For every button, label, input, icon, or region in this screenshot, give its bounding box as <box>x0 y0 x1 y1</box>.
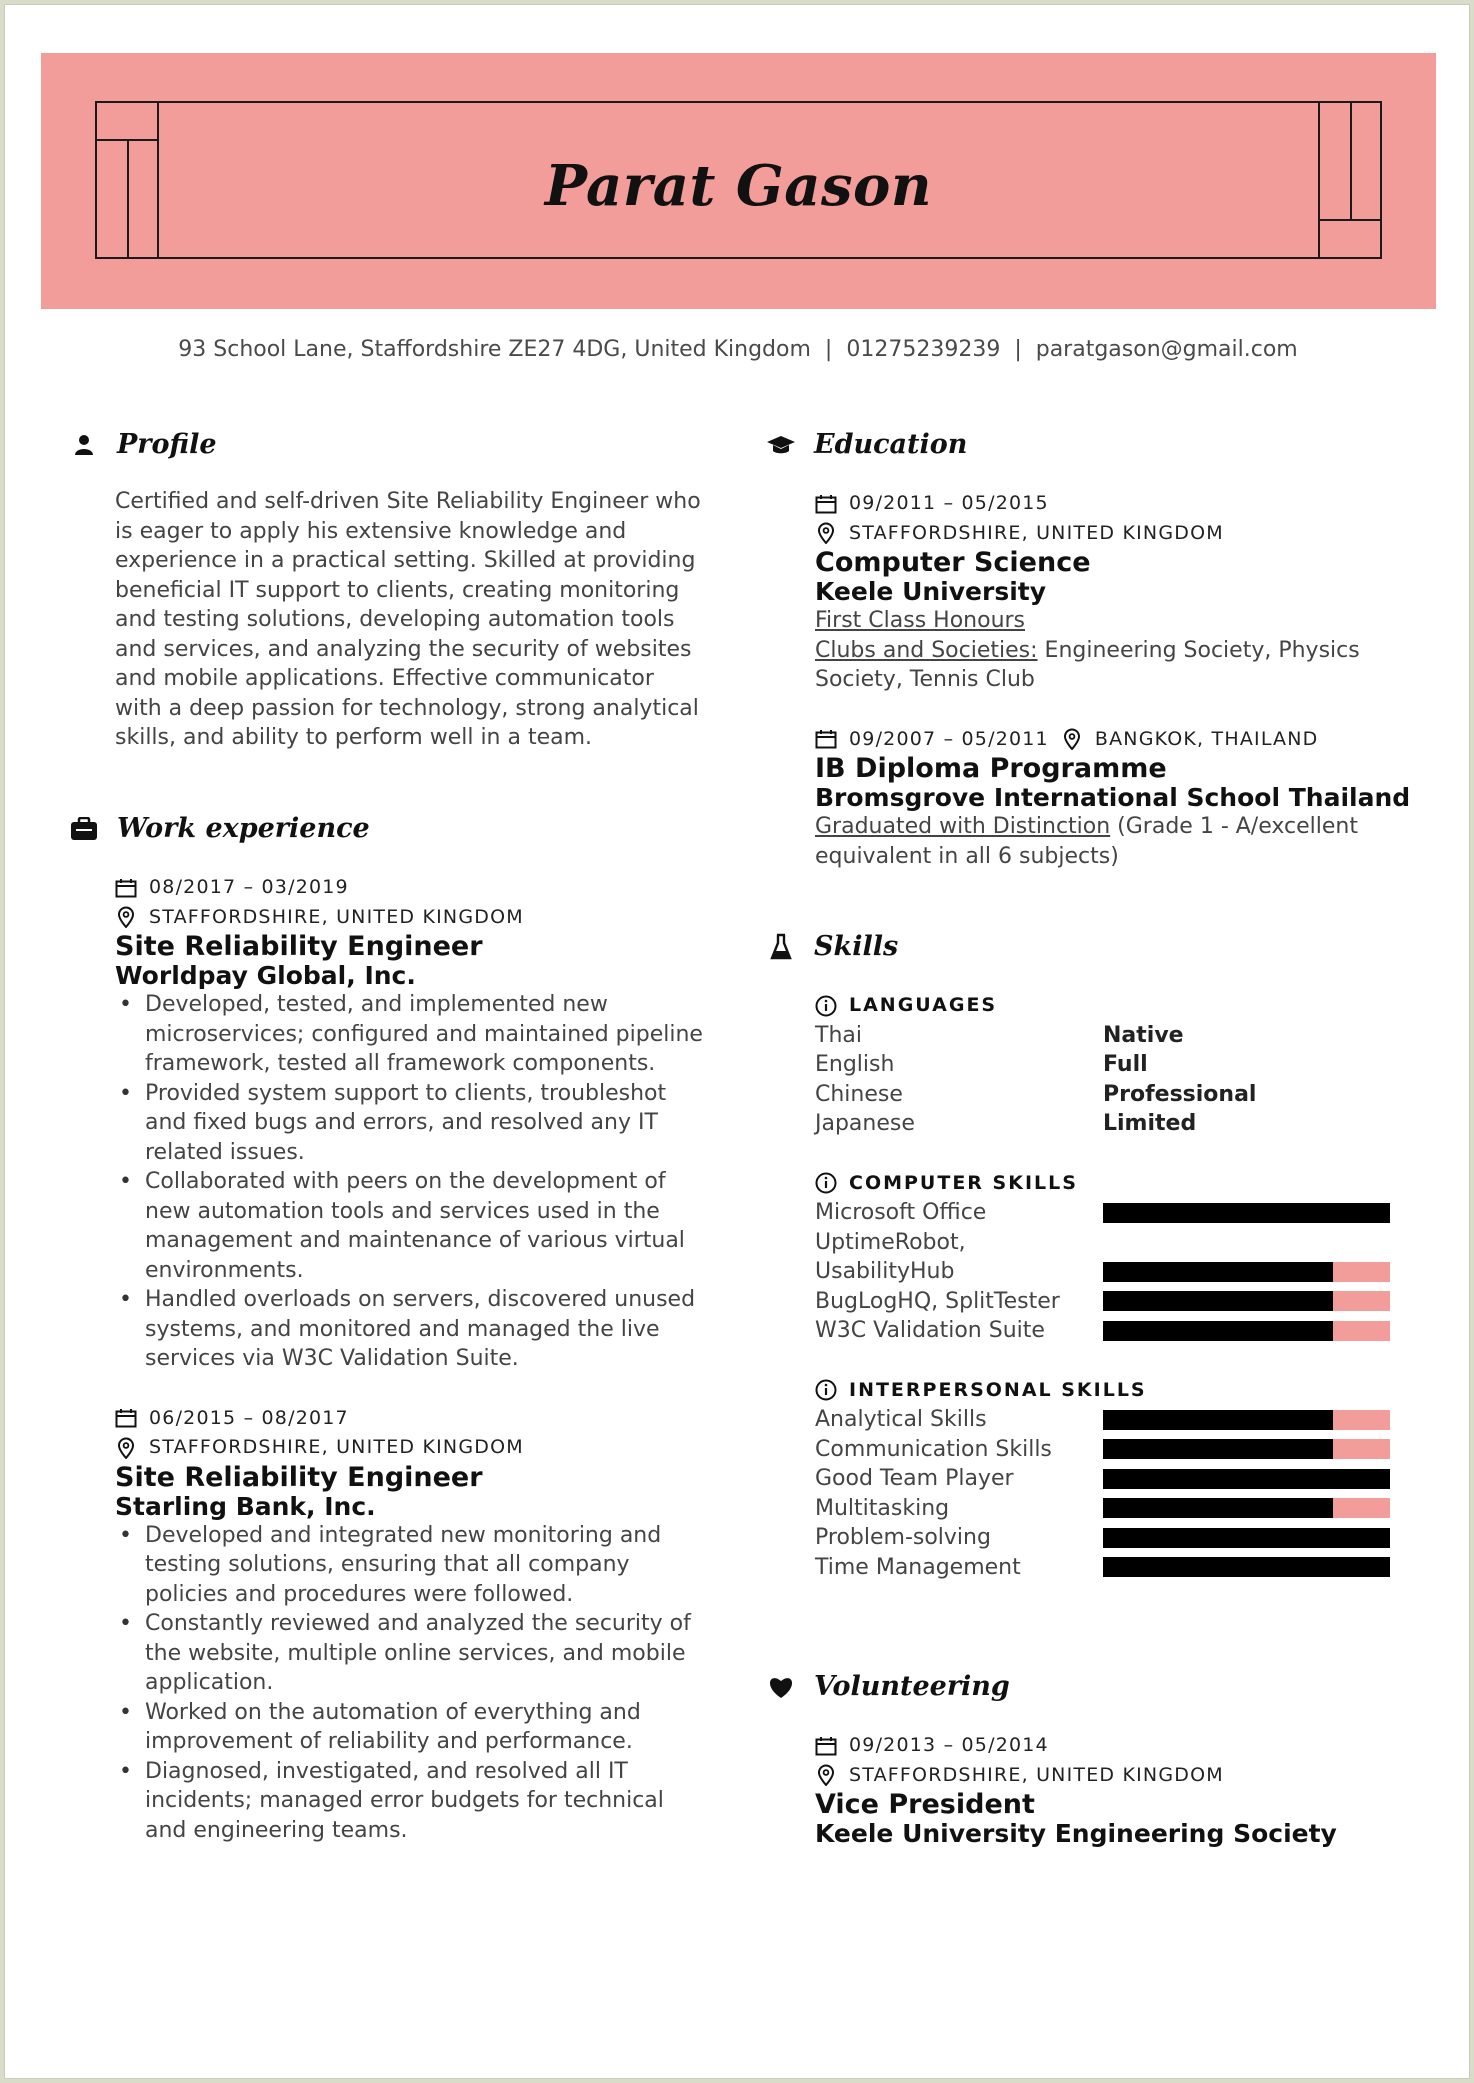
honours-text: equivalent in all 6 subjects) <box>815 843 1119 869</box>
section-title: Education <box>814 429 968 460</box>
skill-level-bar <box>1103 1203 1390 1223</box>
skill-level-fill <box>1103 1469 1390 1489</box>
skill-name: Communication Skills <box>815 1436 1052 1462</box>
clubs <box>815 636 1445 666</box>
skill-row <box>815 1494 1445 1524</box>
skill-row <box>815 1228 1445 1287</box>
date-range <box>115 1404 715 1434</box>
skill-row <box>815 1287 1445 1317</box>
degree: IB Diploma Programme <box>815 753 1167 784</box>
skill-row <box>815 1523 1445 1553</box>
skill-name: Microsoft Office <box>815 1200 987 1225</box>
skill-level-bar <box>1103 1498 1390 1518</box>
profile-line: is eager to apply his extensive knowledge and <box>115 518 627 544</box>
skill-name: Problem-solving <box>815 1525 991 1550</box>
responsibility-item: • Handled overloads on servers, discovered unused systems, and monitored and managed the live services via W3C Validation Suite. <box>115 1285 715 1374</box>
skill-level-fill <box>1103 1203 1390 1223</box>
profile-line: and services, and analyzing the security of websites <box>115 636 692 662</box>
volunteering-entry <box>815 1731 1445 1848</box>
section-title: Profile <box>117 429 217 460</box>
work-entry <box>115 1404 715 1846</box>
skill-level-bar <box>1103 1528 1390 1548</box>
date-range <box>115 873 715 903</box>
skill-level-fill <box>1103 1528 1390 1548</box>
clubs-label: Clubs and Societies: <box>815 637 1038 663</box>
info-icon <box>815 1379 843 1401</box>
location-pin-icon <box>815 1764 843 1786</box>
contact-line <box>5 337 1471 362</box>
briefcase-icon <box>69 814 99 844</box>
language-level: Full <box>1103 1052 1148 1077</box>
location-pin-icon <box>115 906 143 928</box>
meta-text: 09/2011 – 05/2015 <box>849 492 1049 514</box>
skill-group-title: COMPUTER SKILLS <box>849 1171 1078 1194</box>
skill-level-bar <box>1103 1439 1390 1459</box>
skill-name: Multitasking <box>815 1495 950 1521</box>
clubs-text: Engineering Society, Physics <box>1037 637 1360 663</box>
location: STAFFORDSHIRE, UNITED KINGDOM <box>815 1761 1445 1791</box>
skill-row <box>815 1435 1445 1465</box>
separator: | <box>1014 337 1022 362</box>
location: BANGKOK, THAILAND <box>1094 727 1319 750</box>
skill-level-fill <box>1103 1557 1390 1577</box>
calendar-icon <box>115 1408 143 1428</box>
skill-level-fill <box>1103 1262 1333 1282</box>
volunteer-org: Keele University Engineering Society <box>815 1819 1337 1848</box>
skills-heading <box>766 931 898 962</box>
location <box>815 519 1445 549</box>
profile-line: with a deep passion for technology, strong analytical <box>115 695 699 721</box>
language-level: Limited <box>1103 1111 1197 1136</box>
location <box>115 903 715 933</box>
education-list <box>815 489 1445 871</box>
company-name: Worldpay Global, Inc. <box>115 961 416 990</box>
heart-icon <box>766 1672 796 1702</box>
date-range: 09/2013 – 05/2014 <box>815 1731 1445 1761</box>
responsibility-item: • Provided system support to clients, troubleshot and fixed bugs and errors, and resolved any IT related issues. <box>115 1079 715 1168</box>
honours-text: (Grade 1 - A/excellent <box>1110 814 1358 839</box>
profile-line: skills, and ability to perform well in a team. <box>115 725 593 750</box>
skill-name: UptimeRobot, UsabilityHub <box>815 1229 966 1284</box>
language-row <box>815 1050 1445 1080</box>
skill-group-title: LANGUAGES <box>849 994 998 1016</box>
interpersonal-skills-heading <box>815 1376 1445 1406</box>
skill-level-fill <box>1103 1410 1333 1430</box>
job-title: Site Reliability Engineer <box>115 931 483 962</box>
skill-level-bar <box>1103 1469 1390 1489</box>
meta-text: 06/2015 – 08/2017 <box>149 1406 349 1429</box>
work-list <box>115 873 715 1845</box>
language-level: Professional <box>1103 1081 1257 1107</box>
skill-level-bar <box>1103 1410 1390 1430</box>
responsibility-item: • Worked on the automation of everything and improvement of reliability and performance. <box>115 1698 715 1757</box>
school-name: Keele University <box>815 577 1047 606</box>
volunteering-heading <box>766 1671 1010 1702</box>
clubs-text: Society, Tennis Club <box>815 667 1035 692</box>
email: paratgason@gmail.com <box>1035 337 1298 362</box>
languages-heading <box>815 991 1445 1021</box>
location <box>115 1433 715 1463</box>
responsibility-list <box>115 990 715 1374</box>
honours-label: First Class Honours <box>815 608 1026 633</box>
calendar-icon <box>815 729 843 749</box>
responsibility-list <box>115 1521 715 1846</box>
education-entry <box>815 725 1445 872</box>
degree: Computer Science <box>815 547 1091 578</box>
language-name: Japanese <box>815 1111 915 1136</box>
skill-name: Analytical Skills <box>815 1407 987 1432</box>
skill-name: W3C Validation Suite <box>815 1318 1045 1343</box>
volunteer-role: Vice President <box>815 1789 1035 1820</box>
work-entry <box>115 873 715 1374</box>
candidate-name: Parat Gason <box>544 153 933 219</box>
calendar-icon <box>815 494 843 514</box>
company-name: Starling Bank, Inc. <box>115 1491 376 1521</box>
responsibility-item: • Developed, tested, and implemented new microservices; configured and maintained pipeline framework, tested all framework components. <box>115 990 715 1079</box>
location-pin-icon <box>1061 728 1089 750</box>
profile-line: Certified and self-driven Site Reliability Engineer who <box>115 489 701 514</box>
meta-text: STAFFORDSHIRE, UNITED KINGDOM <box>849 521 1224 544</box>
skill-level-bar <box>1103 1557 1390 1577</box>
skill-row <box>815 1405 1445 1435</box>
skill-row <box>815 1316 1445 1346</box>
skill-row <box>815 1198 1445 1228</box>
info-icon <box>815 1172 843 1194</box>
language-name: English <box>815 1052 895 1077</box>
address: 93 School Lane, Staffordshire ZE27 4DG, United Kingdom <box>178 337 811 362</box>
skill-row <box>815 1464 1445 1494</box>
skill-level-fill <box>1103 1291 1333 1311</box>
school-name: Bromsgrove International School Thailand <box>815 783 1411 812</box>
skill-name: BugLogHQ, SplitTester <box>815 1288 1060 1314</box>
header-banner <box>41 53 1436 309</box>
responsibility-item: • Diagnosed, investigated, and resolved all IT incidents; managed error budgets for technical and engineering teams. <box>115 1757 715 1846</box>
skill-level-bar <box>1103 1321 1390 1341</box>
computer-skills-heading <box>815 1169 1445 1199</box>
graduation-cap-icon <box>766 430 796 460</box>
skill-group-title: INTERPERSONAL SKILLS <box>849 1378 1147 1401</box>
section-title: Work experience <box>117 813 370 844</box>
skill-name: Good Team Player <box>815 1466 1014 1491</box>
profile-line: beneficial IT support to clients, creating monitoring <box>115 577 680 603</box>
language-level: Native <box>1103 1022 1184 1048</box>
meta-text: STAFFORDSHIRE, UNITED KINGDOM <box>149 905 524 928</box>
profile-summary <box>115 487 715 753</box>
profile-line: and mobile applications. Effective communicator <box>115 666 654 691</box>
education-entry <box>815 489 1445 695</box>
language-row <box>815 1021 1445 1051</box>
section-title: Volunteering <box>814 1671 1010 1702</box>
job-title: Site Reliability Engineer <box>115 1461 483 1493</box>
separator: | <box>824 337 833 362</box>
resume-page <box>4 4 1470 2079</box>
skills-body <box>815 991 1445 1582</box>
responsibility-item: • Constantly reviewed and analyzed the security of the website, multiple online services, and mobile application. <box>115 1609 715 1698</box>
skill-level-fill <box>1103 1321 1333 1341</box>
profile-line: experience in a practical setting. Skilled at providing <box>115 548 696 573</box>
honours-label: Graduated with Distinction <box>815 814 1111 839</box>
skill-level-bar <box>1103 1291 1390 1311</box>
honours <box>815 812 1445 842</box>
person-icon <box>69 430 99 460</box>
calendar-icon <box>815 1736 843 1756</box>
location-pin-icon <box>815 522 843 544</box>
language-row <box>815 1080 1445 1110</box>
education-heading <box>766 429 967 460</box>
honours <box>815 606 1445 636</box>
skill-level-fill <box>1103 1498 1333 1518</box>
date-range: 09/2007 – 05/2011 <box>849 727 1049 750</box>
section-title: Skills <box>814 931 899 962</box>
phone: 01275239239 <box>846 337 1001 362</box>
date-range <box>815 489 1445 519</box>
skill-level-bar <box>1103 1262 1390 1282</box>
profile-line: and testing solutions, developing automation tools <box>115 607 675 632</box>
responsibility-item: • Developed and integrated new monitoring and testing solutions, ensuring that all company policies and procedures were followed. <box>115 1521 715 1610</box>
language-name: Thai <box>815 1022 862 1048</box>
flask-icon <box>766 932 796 962</box>
name-frame <box>95 101 1382 259</box>
skill-row <box>815 1553 1445 1583</box>
calendar-icon <box>115 878 143 898</box>
responsibility-item: • Collaborated with peers on the development of new automation tools and services used in the management and maintenance of various virtual environments. <box>115 1167 715 1285</box>
profile-heading <box>69 429 217 460</box>
skill-name: Time Management <box>815 1554 1021 1580</box>
meta-text: STAFFORDSHIRE, UNITED KINGDOM <box>149 1436 524 1458</box>
skill-level-fill <box>1103 1439 1333 1459</box>
meta-text: 08/2017 – 03/2019 <box>149 876 349 898</box>
location-pin-icon <box>115 1437 143 1459</box>
date-location <box>815 725 1445 755</box>
language-row <box>815 1109 1445 1139</box>
info-icon <box>815 995 843 1017</box>
language-name: Chinese <box>815 1081 903 1107</box>
work-heading <box>69 813 370 844</box>
